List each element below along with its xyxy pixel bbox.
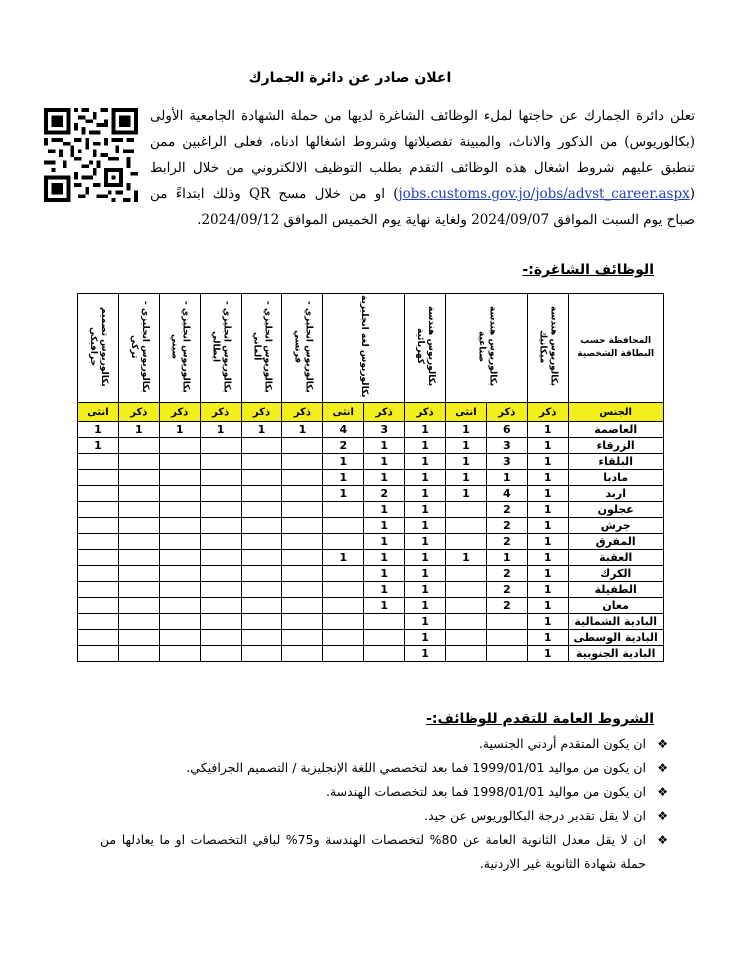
job-header-english-turkish: بكالوريوس انجليزي - تركي bbox=[118, 294, 159, 403]
table-cell bbox=[446, 566, 487, 582]
table-cell bbox=[486, 646, 527, 662]
table-cell bbox=[118, 534, 159, 550]
table-cell: 1 bbox=[78, 422, 119, 438]
table-cell: 1 bbox=[527, 518, 568, 534]
governorate-name: الزرقاء bbox=[568, 438, 663, 454]
table-cell bbox=[159, 502, 200, 518]
table-cell bbox=[159, 550, 200, 566]
table-row bbox=[78, 614, 664, 630]
table-cell: 1 bbox=[527, 614, 568, 630]
table-cell bbox=[118, 438, 159, 454]
table-row bbox=[78, 646, 664, 662]
list-item: ❖ ان يكون من مواليد 1998/01/01 فما بعد لتخصصات الهندسة. bbox=[100, 780, 668, 804]
table-cell bbox=[118, 630, 159, 646]
table-cell bbox=[159, 614, 200, 630]
governorate-name: الكرك bbox=[568, 566, 663, 582]
table-cell: 1 bbox=[405, 598, 446, 614]
table-cell bbox=[200, 454, 241, 470]
table-cell bbox=[282, 550, 323, 566]
table-cell: 1 bbox=[405, 550, 446, 566]
job-header-english-german: بكالوريوس انجليزي - ألماني bbox=[241, 294, 282, 403]
table-cell bbox=[78, 582, 119, 598]
gender-cell: ذكر bbox=[241, 403, 282, 422]
gender-cell: ذكر bbox=[200, 403, 241, 422]
table-cell: 1 bbox=[527, 630, 568, 646]
gender-cell: ذكر bbox=[364, 403, 405, 422]
table-cell: 1 bbox=[364, 470, 405, 486]
table-cell bbox=[118, 470, 159, 486]
governorate-name: العقبة bbox=[568, 550, 663, 566]
table-cell: 1 bbox=[405, 630, 446, 646]
table-cell bbox=[200, 630, 241, 646]
table-row bbox=[78, 502, 664, 518]
table-cell bbox=[323, 502, 364, 518]
table-cell: 1 bbox=[364, 550, 405, 566]
table-cell: 1 bbox=[364, 454, 405, 470]
job-header-graphic-design: بكالوريوس تصميم جرافيكي bbox=[78, 294, 119, 403]
table-cell bbox=[241, 566, 282, 582]
qr-code-icon bbox=[44, 108, 138, 202]
table-cell: 1 bbox=[527, 454, 568, 470]
table-cell bbox=[78, 454, 119, 470]
table-cell bbox=[118, 502, 159, 518]
job-header-english-italian: بكالوريوس انجليزي - ايطالي bbox=[200, 294, 241, 403]
table-cell bbox=[159, 518, 200, 534]
table-cell bbox=[78, 646, 119, 662]
table-row bbox=[78, 422, 664, 438]
governorate-name: المفرق bbox=[568, 534, 663, 550]
table-cell bbox=[241, 534, 282, 550]
table-cell bbox=[159, 438, 200, 454]
table-cell bbox=[282, 630, 323, 646]
table-cell bbox=[118, 454, 159, 470]
diamond-bullet-icon: ❖ bbox=[657, 761, 668, 775]
table-cell bbox=[200, 486, 241, 502]
table-cell: 1 bbox=[527, 438, 568, 454]
job-header-row bbox=[78, 294, 664, 403]
job-header-english-french: بكالوريوس انجليزي - فرنسي bbox=[282, 294, 323, 403]
table-cell bbox=[200, 566, 241, 582]
vacancies-heading: الوظائف الشاغرة:- bbox=[522, 262, 654, 278]
table-cell: 1 bbox=[486, 550, 527, 566]
table-cell bbox=[282, 438, 323, 454]
table-cell bbox=[118, 486, 159, 502]
table-cell bbox=[241, 518, 282, 534]
table-cell: 2 bbox=[486, 582, 527, 598]
table-cell bbox=[78, 566, 119, 582]
table-cell bbox=[200, 646, 241, 662]
table-cell: 1 bbox=[118, 422, 159, 438]
table-cell: 1 bbox=[527, 566, 568, 582]
table-cell: 1 bbox=[364, 534, 405, 550]
table-cell: 2 bbox=[364, 486, 405, 502]
table-cell: 1 bbox=[405, 582, 446, 598]
table-row bbox=[78, 486, 664, 502]
table-cell bbox=[159, 630, 200, 646]
table-cell: 1 bbox=[405, 566, 446, 582]
table-cell bbox=[78, 630, 119, 646]
governorate-header: المحافظة حسب البطاقة الشخصية bbox=[568, 294, 663, 403]
table-cell bbox=[364, 614, 405, 630]
table-cell bbox=[364, 630, 405, 646]
table-cell bbox=[200, 614, 241, 630]
table-cell: 6 bbox=[486, 422, 527, 438]
table-row bbox=[78, 518, 664, 534]
diamond-bullet-icon: ❖ bbox=[657, 737, 668, 751]
list-item: ❖ ان لا يقل تقدير درجة البكالوريوس عن جيد. bbox=[100, 804, 668, 828]
table-cell bbox=[241, 582, 282, 598]
table-cell: 3 bbox=[486, 438, 527, 454]
table-cell: 1 bbox=[364, 598, 405, 614]
job-header-industrial: بكالوريوس هندسة صناعية bbox=[446, 294, 528, 403]
table-cell bbox=[241, 470, 282, 486]
table-cell: 1 bbox=[323, 470, 364, 486]
table-cell: 1 bbox=[527, 598, 568, 614]
table-cell: 2 bbox=[323, 438, 364, 454]
gender-cell: ذكر bbox=[486, 403, 527, 422]
table-cell: 1 bbox=[405, 614, 446, 630]
table-row bbox=[78, 566, 664, 582]
table-cell: 1 bbox=[405, 438, 446, 454]
table-cell: 1 bbox=[364, 566, 405, 582]
table-cell bbox=[486, 614, 527, 630]
table-cell bbox=[118, 518, 159, 534]
table-cell bbox=[78, 502, 119, 518]
conditions-list bbox=[100, 732, 668, 876]
table-cell bbox=[282, 566, 323, 582]
table-cell: 1 bbox=[364, 582, 405, 598]
gender-cell: انثى bbox=[446, 403, 487, 422]
table-cell: 1 bbox=[527, 502, 568, 518]
governorate-name: مادبا bbox=[568, 470, 663, 486]
table-cell: 1 bbox=[405, 534, 446, 550]
table-cell bbox=[200, 518, 241, 534]
job-header-english-chinese: بكالوريوس انجليزي - صيني bbox=[159, 294, 200, 403]
table-cell bbox=[159, 534, 200, 550]
table-cell bbox=[282, 598, 323, 614]
table-cell: 1 bbox=[364, 502, 405, 518]
table-cell bbox=[241, 614, 282, 630]
table-cell: 1 bbox=[405, 646, 446, 662]
table-cell bbox=[323, 614, 364, 630]
table-cell: 1 bbox=[486, 470, 527, 486]
table-cell bbox=[200, 550, 241, 566]
announcement-body bbox=[150, 103, 695, 233]
table-cell: 4 bbox=[486, 486, 527, 502]
table-cell bbox=[78, 614, 119, 630]
table-cell: 2 bbox=[486, 598, 527, 614]
diamond-bullet-icon: ❖ bbox=[657, 785, 668, 799]
table-cell bbox=[78, 470, 119, 486]
table-cell: 1 bbox=[527, 470, 568, 486]
table-cell bbox=[241, 550, 282, 566]
table-cell: 1 bbox=[323, 550, 364, 566]
list-item: ❖ ان يكون المتقدم أردني الجنسية. bbox=[100, 732, 668, 756]
table-row bbox=[78, 454, 664, 470]
table-cell bbox=[446, 598, 487, 614]
table-cell bbox=[78, 534, 119, 550]
table-row bbox=[78, 550, 664, 566]
table-cell bbox=[200, 470, 241, 486]
table-cell bbox=[159, 486, 200, 502]
table-cell bbox=[159, 566, 200, 582]
table-cell: 1 bbox=[323, 454, 364, 470]
table-cell bbox=[323, 630, 364, 646]
table-cell: 2 bbox=[486, 502, 527, 518]
table-cell bbox=[241, 598, 282, 614]
table-cell: 2 bbox=[486, 534, 527, 550]
conditions-heading: الشروط العامة للتقدم للوظائف:- bbox=[426, 711, 654, 727]
table-cell bbox=[118, 550, 159, 566]
table-row bbox=[78, 630, 664, 646]
announcement-title: اعلان صادر عن دائرة الجمارك bbox=[248, 70, 452, 86]
table-cell: 1 bbox=[405, 454, 446, 470]
gender-cell: انثى bbox=[78, 403, 119, 422]
table-cell: 1 bbox=[446, 438, 487, 454]
table-cell bbox=[282, 470, 323, 486]
table-cell: 1 bbox=[446, 454, 487, 470]
table-row bbox=[78, 598, 664, 614]
table-cell bbox=[323, 566, 364, 582]
table-cell: 1 bbox=[364, 438, 405, 454]
table-cell bbox=[200, 502, 241, 518]
governorate-name: الطفيلة bbox=[568, 582, 663, 598]
table-cell bbox=[78, 598, 119, 614]
governorate-name: البادية الوسطى bbox=[568, 630, 663, 646]
governorate-name: معان bbox=[568, 598, 663, 614]
table-cell bbox=[118, 582, 159, 598]
table-cell bbox=[118, 566, 159, 582]
table-row bbox=[78, 438, 664, 454]
list-item: ❖ ان لا يقل معدل الثانوية العامة عن 80% لتخصصات الهندسة و75% لباقي التخصصات او ما يعادلها من حملة شهادة الثانوية غير الاردنية. bbox=[100, 828, 668, 876]
table-cell bbox=[446, 534, 487, 550]
table-cell bbox=[282, 486, 323, 502]
table-cell bbox=[78, 486, 119, 502]
governorate-name: البلقاء bbox=[568, 454, 663, 470]
table-cell bbox=[241, 454, 282, 470]
gender-header: الجنس bbox=[568, 403, 663, 422]
table-cell: 1 bbox=[282, 422, 323, 438]
table-cell: 1 bbox=[527, 486, 568, 502]
table-cell bbox=[241, 630, 282, 646]
table-cell bbox=[446, 502, 487, 518]
table-cell bbox=[78, 550, 119, 566]
job-header-english: بكالوريوس لغة انجليزية bbox=[323, 294, 405, 403]
table-cell: 1 bbox=[446, 470, 487, 486]
table-cell bbox=[282, 502, 323, 518]
gender-cell: ذكر bbox=[118, 403, 159, 422]
table-cell bbox=[323, 582, 364, 598]
table-cell bbox=[282, 454, 323, 470]
table-cell bbox=[446, 646, 487, 662]
table-cell: 1 bbox=[527, 422, 568, 438]
job-header-mechanical: بكالوريوس هندسة ميكانيك bbox=[527, 294, 568, 403]
table-cell: 2 bbox=[486, 566, 527, 582]
table-cell bbox=[159, 470, 200, 486]
table-cell bbox=[282, 534, 323, 550]
table-cell bbox=[200, 534, 241, 550]
table-cell bbox=[446, 630, 487, 646]
table-cell: 3 bbox=[364, 422, 405, 438]
governorate-name: البادية الشمالية bbox=[568, 614, 663, 630]
table-cell bbox=[364, 646, 405, 662]
table-cell: 1 bbox=[405, 486, 446, 502]
table-cell bbox=[282, 614, 323, 630]
table-cell: 1 bbox=[241, 422, 282, 438]
table-cell bbox=[282, 518, 323, 534]
vacancies-table bbox=[77, 293, 664, 662]
table-cell: 1 bbox=[323, 486, 364, 502]
table-cell bbox=[446, 518, 487, 534]
diamond-bullet-icon: ❖ bbox=[657, 833, 668, 847]
table-cell bbox=[446, 582, 487, 598]
table-cell bbox=[118, 646, 159, 662]
table-cell bbox=[118, 614, 159, 630]
table-cell: 2 bbox=[486, 518, 527, 534]
table-cell: 1 bbox=[446, 486, 487, 502]
table-cell: 1 bbox=[405, 422, 446, 438]
gender-cell: ذكر bbox=[405, 403, 446, 422]
governorate-name: العاصمة bbox=[568, 422, 663, 438]
gender-cell: ذكر bbox=[282, 403, 323, 422]
table-cell bbox=[241, 486, 282, 502]
gender-row bbox=[78, 403, 664, 422]
table-cell bbox=[446, 614, 487, 630]
table-cell bbox=[200, 598, 241, 614]
table-cell: 3 bbox=[486, 454, 527, 470]
table-row bbox=[78, 470, 664, 486]
table-cell bbox=[323, 534, 364, 550]
table-cell bbox=[323, 646, 364, 662]
table-cell: 1 bbox=[405, 470, 446, 486]
gender-cell: ذكر bbox=[159, 403, 200, 422]
table-cell bbox=[241, 502, 282, 518]
table-cell: 1 bbox=[159, 422, 200, 438]
table-cell bbox=[282, 582, 323, 598]
table-cell bbox=[159, 454, 200, 470]
table-cell bbox=[323, 518, 364, 534]
table-cell: 1 bbox=[527, 534, 568, 550]
table-cell: 1 bbox=[527, 550, 568, 566]
table-row bbox=[78, 534, 664, 550]
table-row bbox=[78, 582, 664, 598]
list-item: ❖ ان يكون من مواليد 1999/01/01 فما بعد لتخصصي اللغة الإنجليزية / التصميم الجرافيكي. bbox=[100, 756, 668, 780]
table-cell bbox=[486, 630, 527, 646]
table-cell bbox=[282, 646, 323, 662]
table-cell bbox=[241, 646, 282, 662]
table-cell: 1 bbox=[200, 422, 241, 438]
table-cell bbox=[159, 582, 200, 598]
gender-cell: انثى bbox=[323, 403, 364, 422]
application-link[interactable]: jobs.customs.gov.jo/jobs/advst_career.aspx bbox=[398, 186, 690, 202]
table-cell bbox=[241, 438, 282, 454]
table-cell bbox=[159, 598, 200, 614]
intro-text-2: ) او من خلال مسح QR وذلك ابتداءً من صباح يوم السبت الموافق 2024/09/07 ولغاية نهاية يوم الخميس الموافق 2024/09/12. bbox=[150, 186, 695, 228]
governorate-name: جرش bbox=[568, 518, 663, 534]
table-cell: 1 bbox=[364, 518, 405, 534]
governorate-name: اربد bbox=[568, 486, 663, 502]
diamond-bullet-icon: ❖ bbox=[657, 809, 668, 823]
table-cell: 1 bbox=[78, 438, 119, 454]
table-cell: 1 bbox=[405, 518, 446, 534]
table-cell: 1 bbox=[527, 582, 568, 598]
table-cell bbox=[118, 598, 159, 614]
table-cell: 1 bbox=[405, 502, 446, 518]
table-cell bbox=[200, 582, 241, 598]
governorate-name: البادية الجنوبية bbox=[568, 646, 663, 662]
table-cell: 1 bbox=[446, 422, 487, 438]
table-cell bbox=[78, 518, 119, 534]
table-cell: 1 bbox=[446, 550, 487, 566]
intro-text-1: تعلن دائرة الجمارك عن حاجتها لملء الوظائف الشاغرة لديها من حملة الشهادة الجامعية الأولى (بكالوريوس) من الذكور والاناث، والمبينة تفصيلاتها وشروط اشغالها ادناه، فعلى الراغبين ممن تنطبق عليهم شروط اشغال هذه الوظائف التقدم بطلب التوظيف الالكتروني من خلال الرابط ( bbox=[150, 108, 696, 202]
table-cell bbox=[323, 598, 364, 614]
table-cell bbox=[200, 438, 241, 454]
gender-cell: ذكر bbox=[527, 403, 568, 422]
table-cell: 4 bbox=[323, 422, 364, 438]
table-cell: 1 bbox=[527, 646, 568, 662]
governorate-name: عجلون bbox=[568, 502, 663, 518]
table-cell bbox=[159, 646, 200, 662]
job-header-electrical: بكالوريوس هندسة كهربائية bbox=[405, 294, 446, 403]
